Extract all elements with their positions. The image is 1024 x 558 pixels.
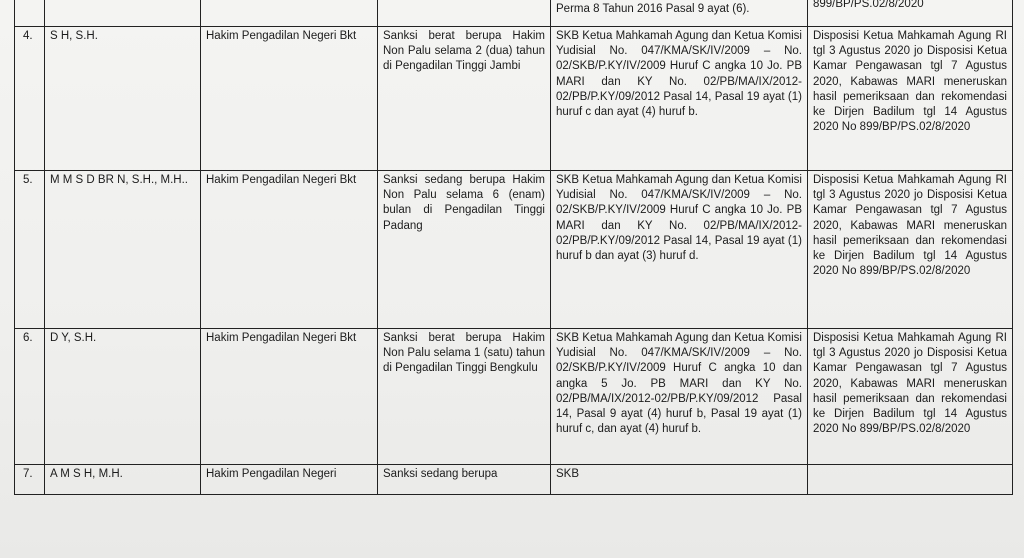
disposition-cell [808, 465, 1013, 495]
disposition-cell: Disposisi Ketua Mahkamah Agung RI tgl 3 Agustus 2020 jo Disposisi Ketua Kamar Pengawasan tgl 7 Agustus 2020, Kabawas MARI meneruskan hasil pemeriksaan dan rekomendasi ke Dirjen Badilum tgl 14 Agustus 2020 No 899/BP/PS.02/8/2020 [808, 171, 1013, 329]
row-number: 4. [15, 27, 45, 171]
disposition-cell: Disposisi Ketua Mahkamah Agung RI tgl 3 Agustus 2020 jo Disposisi Ketua Kamar Pengawasan tgl 7 Agustus 2020, Kabawas MARI meneruskan hasil pemeriksaan dan rekomendasi ke Dirjen Badilum tgl 14 Agustus 2020 No 899/BP/PS.02/8/2020 [808, 27, 1013, 171]
sanction-cell: Sanksi berat berupa Hakim Non Palu selama 2 (dua) tahun di Pengadilan Tinggi Jambi [378, 27, 551, 171]
legal-basis-cell: SKB Ketua Mahkamah Agung dan Ketua Komisi Yudisial No. 047/KMA/SK/IV/2009 – No. 02/SKB/P.KY/IV/2009 Huruf C angka 10 Jo. PB MARI dan KY No. 02/PB/MA/IX/2012-02/PB/P.KY/09/2012 Pasal 14, Pasal 19 ayat (1) huruf b dan ayat (3) huruf d. [551, 171, 808, 329]
position-cell: Hakim Pengadilan Negeri Bkt [201, 27, 378, 171]
table-row [15, 465, 1013, 495]
sanction-cell [378, 0, 551, 27]
sanctions-table [14, 0, 1013, 495]
table-row [15, 171, 1013, 329]
table-row [15, 0, 1013, 27]
legal-basis-cell: SKB Ketua Mahkamah Agung dan Ketua Komisi Yudisial No. 047/KMA/SK/IV/2009 – No. 02/SKB/P.KY/IV/2009 Huruf C angka 10 dan angka 5 Jo. PB MARI dan KY No. 02/PB/MA/IX/2012-02/PB/P.KY/09/2012 Pasal 14, Pasal 9 ayat (4) huruf b, Pasal 19 ayat (1) huruf c, dan ayat (4) huruf b. [551, 329, 808, 465]
sanction-cell: Sanksi sedang berupa Hakim Non Palu selama 6 (enam) bulan di Pengadilan Tinggi Padang [378, 171, 551, 329]
disposition-cell: Disposisi Ketua Mahkamah Agung RI tgl 3 Agustus 2020 jo Disposisi Ketua Kamar Pengawasan tgl 7 Agustus 2020, Kabawas MARI meneruskan hasil pemeriksaan dan rekomendasi ke Dirjen Badilum tgl 14 Agustus 2020 No 899/BP/PS.02/8/2020 [808, 329, 1013, 465]
person-name: A M S H, M.H. [45, 465, 201, 495]
person-name: M M S D BR N, S.H., M.H.. [45, 171, 201, 329]
row-number: 7. [15, 465, 45, 495]
position-cell: Hakim Pengadilan Negeri Bkt [201, 171, 378, 329]
row-number: 6. [15, 329, 45, 465]
person-name: D Y, S.H. [45, 329, 201, 465]
legal-basis-cell: SKB [551, 465, 808, 495]
sanction-cell: Sanksi berat berupa Hakim Non Palu selama 1 (satu) tahun di Pengadilan Tinggi Bengkulu [378, 329, 551, 465]
table-row [15, 27, 1013, 171]
table-row [15, 329, 1013, 465]
position-cell [201, 0, 378, 27]
position-cell: Hakim Pengadilan Negeri [201, 465, 378, 495]
row-number [15, 0, 45, 27]
person-name: S H, S.H. [45, 27, 201, 171]
sanction-cell: Sanksi sedang berupa [378, 465, 551, 495]
legal-basis-cell: Perma 8 Tahun 2016 Pasal 9 ayat (6). [551, 0, 808, 27]
legal-basis-cell: SKB Ketua Mahkamah Agung dan Ketua Komisi Yudisial No. 047/KMA/SK/IV/2009 – No. 02/SKB/P.KY/IV/2009 Huruf C angka 10 Jo. PB MARI dan KY No. 02/PB/MA/IX/2012-02/PB/P.KY/09/2012 Pasal 14, Pasal 19 ayat (1) huruf c dan ayat (4) huruf b. [551, 27, 808, 171]
row-number: 5. [15, 171, 45, 329]
person-name [45, 0, 201, 27]
position-cell: Hakim Pengadilan Negeri Bkt [201, 329, 378, 465]
disposition-cell: 899/BP/PS.02/8/2020 [808, 0, 1013, 27]
